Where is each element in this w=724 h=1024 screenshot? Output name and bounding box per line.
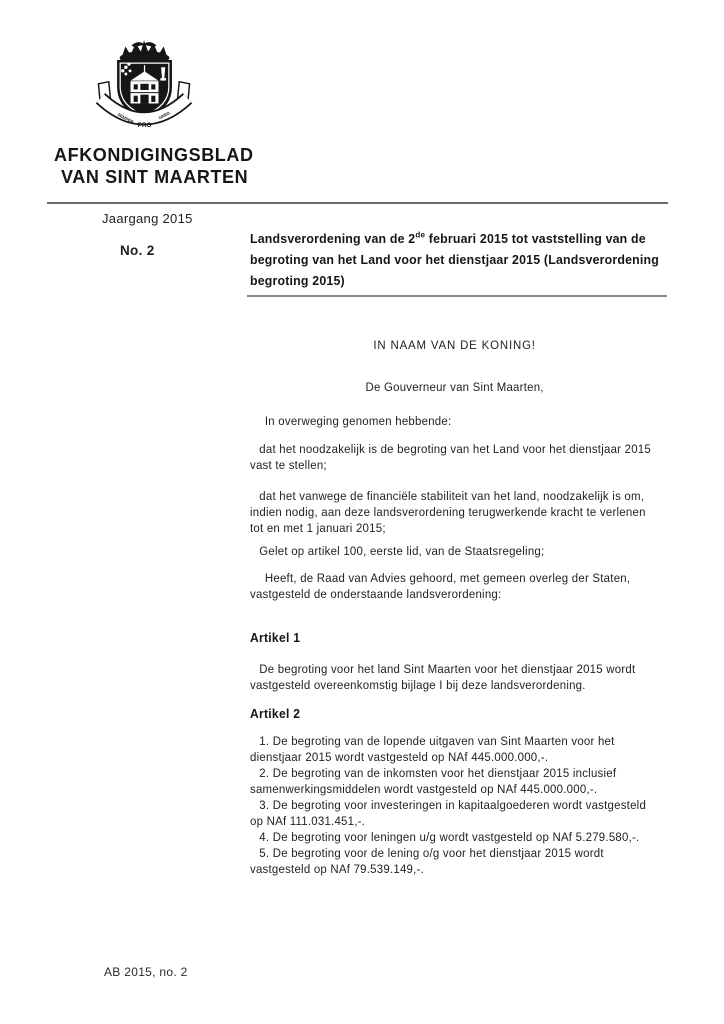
motto-left-text: SEMPER [116,111,135,125]
recital-paragraph: Gelet op artikel 100, eerste lid, van de Staatsregeling; [259,544,545,558]
recital-paragraph: Heeft, de Raad van Advies gehoord, met gemeen overleg der Staten, vastgesteld de onderstaande landsverordening: [250,571,631,601]
motto-right-text: GRED. [157,109,172,121]
header-divider-rule [47,202,668,204]
article-2-item: 3. De begroting voor investeringen in kapitaalgoederen wordt vastgesteld op NAf 111.031.451,-. [250,798,647,828]
title-divider-rule [247,295,667,297]
article-2-item: 4. De begroting voor leningen u/g wordt vastgesteld op NAf 5.279.580,-. [259,830,640,844]
article-2-item: 1. De begroting van de lopende uitgaven van Sint Maarten voor het dienstjaar 2015 wordt vastgesteld op NAf 445.000.000,-. [250,734,615,764]
sint-maarten-coat-of-arms-icon [86,38,202,142]
masthead-line-2: VAN SINT MAARTEN [61,167,249,187]
article-2-items [250,733,659,877]
in-name-of-king-line: IN NAAM VAN DE KONING! [373,338,536,352]
motto-center-text: PRO [137,121,152,129]
recital-paragraph: dat het noodzakelijk is de begroting van het Land voor het dienstjaar 2015 vast te stellen; [250,442,651,472]
issue-year-label: Jaargang 2015 [102,211,193,226]
decree-title-part2: februari 2015 tot vaststelling van de begroting van het Land voor het dienstjaar 2015 (Landsverordening begroting 2015) [250,231,660,288]
decree-title [250,228,664,291]
issue-number-label: No. 2 [120,243,155,258]
footer-reference: AB 2015, no. 2 [104,965,188,979]
publication-masthead [54,144,254,188]
article-2-item: 2. De begroting van de inkomsten voor het dienstjaar 2015 inclusief samenwerkingsmiddelen wordt vastgesteld op NAf 445.000.000,-. [250,766,617,796]
masthead-line-1: AFKONDIGINGSBLAD [54,145,254,165]
decree-title-superscript: de [415,229,426,240]
considering-line: In overweging genomen hebbende: [264,414,452,428]
decree-title-part1: Landsverordening van de 2 [250,231,416,246]
article-2-item: 5. De begroting voor de lening o/g voor het dienstjaar 2015 wordt vastgesteld op NAf 79.539.149,-. [250,846,604,876]
article-1-text: De begroting voor het land Sint Maarten voor het dienstjaar 2015 wordt vastgesteld overeenkomstig bijlage I bij deze landsverordening. [250,662,636,692]
governor-line: De Gouverneur van Sint Maarten, [365,380,544,394]
article-1-heading: Artikel 1 [250,630,301,645]
article-2-heading: Artikel 2 [250,706,301,721]
recital-paragraph: dat het vanwege de financiële stabiliteit van het land, noodzakelijk is om, indien nodig, aan deze landsverordening terugwerkende kracht te verlenen tot en met 1 januari 2015; [250,489,646,535]
